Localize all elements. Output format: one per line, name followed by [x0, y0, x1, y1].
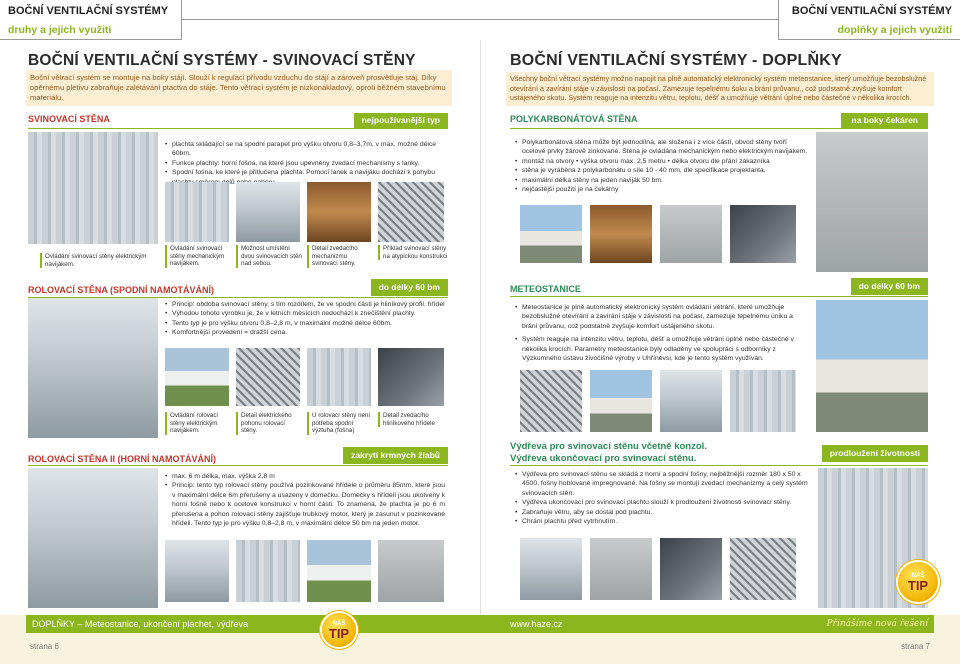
right-s3-list: [515, 470, 810, 526]
right-s1-tag: na boky čekáren: [841, 113, 928, 128]
photo-feed-trough-3: [307, 540, 371, 602]
right-header-title: BOČNÍ VENTILAČNÍ SYSTÉMY: [791, 5, 952, 17]
caption-shaft: Detail zvedacího hliníkového hřídele: [378, 412, 448, 427]
left-page-title: BOČNÍ VENTILAČNÍ SYSTÉMY - SVINOVACÍ STĚNY: [28, 52, 416, 69]
photo-feed-trough-1: [165, 540, 229, 602]
photo-polycarb-2: [590, 205, 652, 263]
left-s1-bullet: • Funkce plachty: horní fošna, na které jsou upevněny zvedací mechanismy s lanky.: [165, 159, 450, 168]
tip-bottom-label: TIP: [907, 577, 929, 593]
photo-rolling-wall-main: [28, 298, 158, 438]
photo-meteo-4: [730, 370, 796, 432]
photo-mechanical-winch: [165, 182, 229, 242]
right-lead-box: [506, 72, 934, 106]
photo-atypical-construction: [378, 182, 444, 242]
left-s2-header: [28, 283, 448, 298]
photo-no-bottom-plank: [307, 348, 371, 406]
photo-lifting-detail: [307, 182, 371, 242]
photo-aluminium-shaft: [378, 348, 444, 406]
caption-no-plank: U rolovací stěny není potřeba spodní výztuha (fošna): [307, 412, 373, 435]
left-s1-list: [165, 140, 450, 187]
right-s1-bullet: • stěna je vyráběna z polykarbonátu o síle 10 - 40 mm, dle specifikace projektanta.: [515, 166, 810, 175]
left-s3-bullet: • max. 6 m délka, max. výška 2,8 m: [165, 472, 445, 481]
right-page-title: BOČNÍ VENTILAČNÍ SYSTÉMY - DOPLŇKY: [510, 52, 842, 69]
right-s3-header: [510, 441, 928, 465]
caption-mechanical-winch: Ovládání svinovací stěny mechanickým navijákem.: [165, 245, 231, 268]
right-s3-tag: prodloužení životnosti: [822, 445, 928, 462]
right-s3-bullet: • Chrání plachtu před vytrhnutím.: [515, 517, 810, 526]
photo-weather-station: [816, 300, 928, 432]
photo-lumber-3: [660, 538, 722, 600]
left-s2-title: ROLOVACÍ STĚNA (SPODNÍ NAMOTÁVÁNÍ): [28, 285, 214, 295]
photo-lumber-4: [730, 538, 796, 600]
photo-rolling-drive: [236, 348, 300, 406]
right-s1-header: [510, 114, 928, 129]
left-s3-tag: zakrytí krmných žlabů: [343, 447, 448, 464]
left-s3-title: ROLOVACÍ STĚNA II (HORNÍ NAMOTÁVÁNÍ): [28, 454, 216, 464]
caption-rolling-drive: Detail elektrického pohonu rolovací stěny.: [236, 412, 302, 435]
left-s2-tag: do délky 60 bm: [371, 279, 448, 296]
right-s3-title-2: Výdřeva ukončovací pro svinovací stěnu.: [510, 453, 697, 464]
left-header-subtitle: druhy a jejich využití: [8, 24, 112, 36]
left-s2-bullet: • Tento typ je pro výšku otvoru 0,8–2,8 m, v maximální možné délce 60bm.: [165, 319, 450, 328]
right-header-subtitle: doplňky a jejich využití: [837, 24, 952, 36]
photo-rolling-motor: [165, 348, 229, 406]
tip-top-label: NÁŠ: [911, 572, 925, 579]
left-s2-bullet: • Výhodou tohoto výrobku je, že v letních měsících nedochází k znečištění plachty.: [165, 309, 450, 318]
left-s2-list: [165, 300, 450, 338]
photo-lumber-1: [520, 538, 582, 600]
tip-bottom-label: TIP: [328, 625, 350, 641]
photo-polycarbonate-main: [816, 132, 928, 272]
caption-atypical: Příklad svinovací stěny na atypickou konstrukci: [378, 245, 448, 260]
photo-polycarb-3: [660, 205, 722, 263]
right-s2-title: METEOSTANICE: [510, 284, 581, 294]
left-footer-text: DOPLŇKY – Meteostanice, ukončení plachet, výdřeva: [32, 619, 248, 629]
left-lead-box: [26, 70, 452, 106]
photo-curtain-wall-main: [28, 132, 158, 244]
right-s1-bullet: • nejčastější použití je na čekárny: [515, 185, 810, 194]
right-s1-bullet: • montáž na otvory • výška otvoru max. 2,5 metru • délka otvoru dle přání zákazníka: [515, 157, 810, 166]
right-s2-bullet: • Systém reaguje na intenzitu větru, teplotu, déšť a umožňuje větrání úplné nebo částečné v několika krocích. Parametry meteostanice byly odladěny ve spolupráci s odborníky z Výzkumného ústavu živočišné výroby v Uhříněvsi, kde je tento systém využíván.: [515, 335, 810, 363]
footer-url-link[interactable]: www.haze.cz: [510, 619, 563, 629]
left-s1-title: SVINOVACÍ STĚNA: [28, 114, 110, 124]
right-s1-title: POLYKARBONÁTOVÁ STĚNA: [510, 114, 638, 124]
right-s1-bullet: • maximální délka stěny na jeden naviják 50 bm.: [515, 176, 810, 185]
left-s1-bullet: • plachta skládající se na spodní parapet pro výšku otvoru 0,8–3,7m, v max. možné délce 60bm.: [165, 140, 450, 159]
photo-polycarb-1: [520, 205, 582, 263]
right-s2-bullet: • Meteostanice je plně automatický elektronický systém ovládání větrání, které umožňuje bezobslužné otevírání a zavírání stáje v závislosti na počasí, zamezuje tepelnému úniku a brání průvanu, což podstatně zvyšuje komfort ustájeného skotu.: [515, 303, 810, 331]
right-s3-bullet: • Výdřeva pro svinovací stěnu se skládá z horní a spodní fošny, nejběžnější rozměr 180 x 50 x 4500, fošny hoblované impregnované. Na fošny se montují zvedací mechanizmy a celý systém svinovacích stěn.: [515, 470, 810, 498]
photo-top-rolling-main: [28, 468, 158, 608]
left-s3-header: [28, 451, 448, 466]
photo-meteo-2: [590, 370, 652, 432]
left-s2-bullet: • Princip: obdoba svinovací stěny, s tím rozdílem, že ve spodní části je hliníkový profil. hřídel: [165, 300, 450, 309]
header-rule: [182, 19, 778, 20]
left-s3-list: [165, 472, 445, 528]
right-s3-bullet: • Výdřeva ukončovací pro svinovací plachtu slouží k prodloužení životnosti svinovací stěny.: [515, 498, 810, 507]
caption-lifting-detail: Detail zvedacího mechanizmu svinovací stěny.: [307, 245, 373, 268]
right-s3-title-1: Výdřeva pro svinovací stěnu včetně konzol.: [510, 441, 707, 452]
right-s1-bullet: • Polykarbonátová stěna může být jednodílná, ale složena i z více částí, obvod stěny tvoří ocelové prvky žárově zinkované. Stěna je ovládána mechanickým nebo elektrickým navijákem.: [515, 138, 810, 157]
right-tip-badge: [898, 562, 938, 602]
left-page-number: strana 6: [30, 642, 59, 651]
photo-polycarb-4: [730, 205, 796, 263]
photo-meteo-1: [520, 370, 582, 432]
left-s1-header: [28, 114, 448, 129]
caption-two-curtains: Možnost umístění dvou svinovacích stěn nad sebou.: [236, 245, 304, 268]
right-s1-list: [515, 138, 810, 194]
right-page-number: strana 7: [901, 642, 930, 651]
photo-two-curtains: [236, 182, 300, 242]
left-header: [0, 0, 182, 40]
photo-lumber-2: [590, 538, 652, 600]
photo-feed-trough-2: [236, 540, 300, 602]
right-footer-bar: [480, 615, 934, 633]
right-s2-tag: do délky 60 bm: [851, 278, 928, 295]
photo-meteo-3: [660, 370, 722, 432]
left-s3-bullet: • Princip: tento typ rolovací stěny používá pozinkované hřídele o průměru 85mm, které jsou v maximální délce 6m přerušeny a usazeny v domečku. Domečky s hřídelí jsou ukotveny k horní fošně nebo k ocelové konstrukci v horní části. To znamená, že plachta je po 6 m přerušena a pohon rolovací stěny zajišťuje trubkový motor, který je zasunut v pozinkované hřídeli. Tento typ je pro výšku 0,8–2,8 m, v maximální délce 50 bm na jeden motor.: [165, 481, 445, 528]
left-s1-tag: nejpoužívanější typ: [354, 113, 448, 128]
photo-feed-trough-4: [378, 540, 444, 602]
right-lead-text: Všechny boční větrací systémy možno napojit na plně automatický elektronický systém meteostanice, který umožňuje bezobslužné otevírání a zavírání stáje v závislosti na počasí. Zamezuje tepelnému šoku a brání průvanu., což podstatně zvyšuje komfort ustájeného skotu. Systém reaguje na intenzitu větru, teplotu, déšť a umožňuje větrání úplné nebo částečné v několika krocích.: [510, 74, 927, 103]
left-s2-bullet: • Komfortnější provedení = dražší cena.: [165, 328, 450, 337]
tip-top-label: NÁŠ: [332, 620, 346, 627]
spine-divider: [480, 40, 481, 615]
right-header: [778, 0, 960, 40]
caption-electric-winch: Ovládání svinovací stěny elektrickým navijákem.: [40, 253, 148, 268]
left-footer-bar: [26, 615, 480, 633]
left-s1-bullet: • Spodní fošna, ke které je přitlučena plachta. Pomocí lanek a navijáku dochází k pohybu: [165, 168, 450, 187]
footer-slogan: Přinášíme nová řešení: [826, 619, 928, 629]
left-header-title: BOČNÍ VENTILAČNÍ SYSTÉMY: [8, 5, 169, 17]
left-tip-badge: [322, 613, 356, 647]
right-s3-rule: [510, 465, 928, 466]
right-s3-bullet: • Zabraňuje větru, aby se dostal pod plachtu.: [515, 508, 810, 517]
right-s2-header: [510, 282, 928, 297]
right-s2-list: [515, 303, 810, 363]
left-lead-text: Boční větrací systém se montuje na boky stájí. Slouží k regulaci přívodu vzduchu do stájí a zároveň prosvětluje stáj. Díky opěrnému pletivu zabraňuje zalétávání ptactva do stáje. Tento větrací systém je nízkonákladový, oproti běžném stavebnímu materiálu.: [30, 73, 446, 102]
caption-rolling-winch: Ovládání rolovací stěny elektrickým navijákem.: [165, 412, 231, 435]
